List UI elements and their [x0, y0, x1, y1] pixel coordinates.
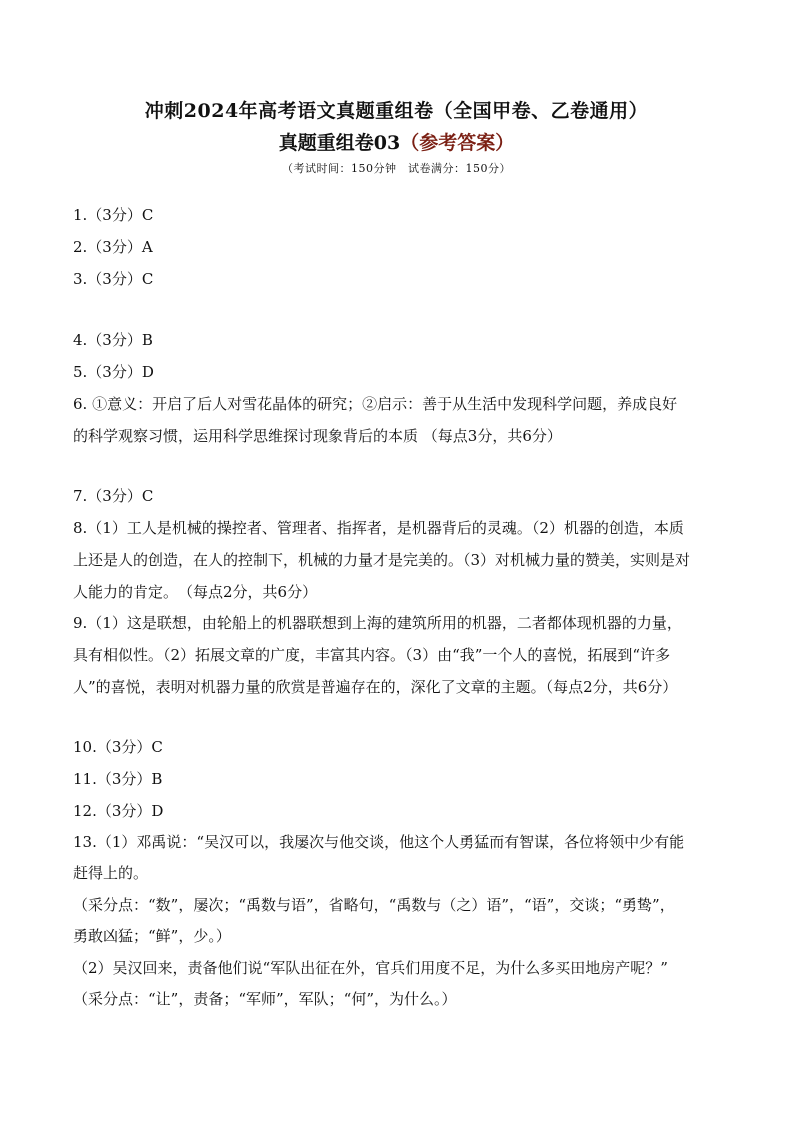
answer-line: （2）吴汉回来，责备他们说“军队出征在外，官兵们用度不足，为什么多买田地房产呢？” [73, 959, 668, 977]
answer-line: 赶得上的。 [73, 864, 149, 882]
answer-line: 2.（3分）A [73, 238, 153, 256]
document-subtitle [0, 128, 793, 155]
answer-line: 6. ①意义：开启了后人对雪花晶体的研究；②启示：善于从生活中发现科学问题，养成良好 [73, 395, 678, 413]
answer-line: （采分点：“数”，屡次；“禹数与语”，省略句，“禹数与（之）语”，“语”，交谈；“勇鸷”， [73, 896, 675, 914]
answer-line: 人”的喜悦，表明对机器力量的欣赏是普遍存在的，深化了文章的主题。（每点2分，共6分） [73, 678, 678, 696]
answer-line: 3.（3分）C [73, 270, 154, 288]
answer-line: （采分点：“让”，责备；“军师”，军队；“何”，为什么。） [73, 990, 457, 1008]
answer-line: 人能力的肯定。 （每点2分，共6分） [73, 583, 318, 601]
answer-line: 的科学观察习惯，运用科学思维探讨现象背后的本质 （每点3分，共6分） [73, 427, 562, 445]
answer-line: 9.（1）这是联想，由轮船上的机器联想到上海的建筑所用的机器，二者都体现机器的力量， [73, 614, 682, 632]
answer-line: 具有相似性。（2）拓展文章的广度，丰富其内容。（3）由“我”一个人的喜悦，拓展到“许多 [73, 646, 671, 664]
answer-line: 5.（3分）D [73, 363, 154, 381]
subtitle-accent: （参考答案） [400, 132, 515, 154]
answer-line: 上还是人的创造，在人的控制下，机械的力量才是完美的。（3）对机械力量的赞美，实则是对 [73, 551, 691, 569]
exam-info: （考试时间：150分钟 试卷满分：150分） [282, 162, 511, 175]
answer-line: 勇敢凶猛；“鲜”，少。） [73, 927, 231, 945]
answer-line: 1.（3分）C [73, 206, 154, 224]
answer-line: 4.（3分）B [73, 331, 153, 349]
answer-line: 10.（3分）C [73, 738, 163, 756]
answer-line: 11.（3分）B [73, 770, 163, 788]
answer-line: 13.（1）邓禹说：“吴汉可以，我屡次与他交谈，他这个人勇猛而有智谋，各位将领中少有能 [73, 833, 685, 851]
answer-line: 12.（3分）D [73, 802, 164, 820]
document-title: 冲刺2024年高考语文真题重组卷（全国甲卷、乙卷通用） [144, 100, 649, 122]
answer-line: 7.（3分）C [73, 487, 154, 505]
answer-line: 8.（1）工人是机械的操控者、管理者、指挥者，是机器背后的灵魂。（2）机器的创造，本质 [73, 519, 684, 537]
subtitle-main: 真题重组卷03 [278, 132, 401, 154]
